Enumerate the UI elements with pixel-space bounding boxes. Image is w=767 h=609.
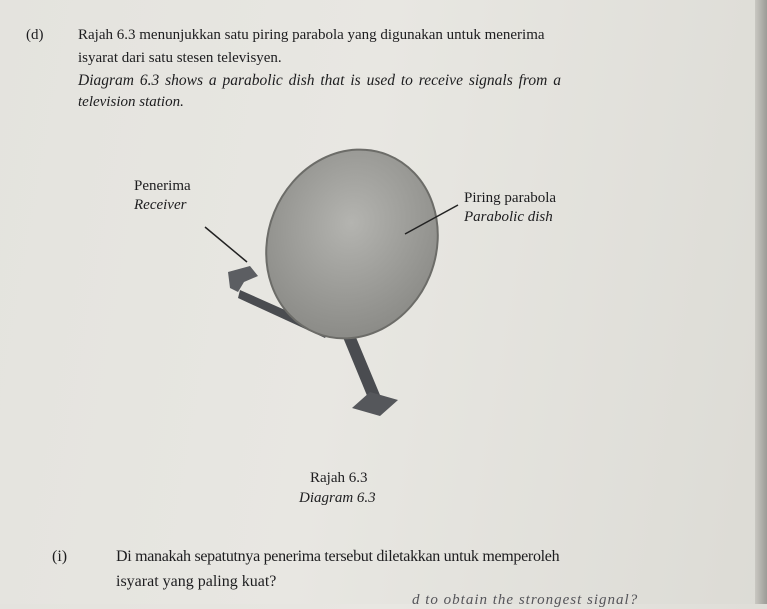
dish-label-malay: Piring parabola (464, 190, 557, 206)
receiver-label-malay: Penerima (134, 178, 191, 194)
subquestion-english-partial: d to obtain the strongest signal? (412, 592, 639, 608)
subquestion-label: (i) (52, 548, 68, 565)
dish-label-english: Parabolic dish (464, 209, 553, 225)
receiver-pointer (205, 227, 247, 262)
question-english-line1: Diagram 6.3 shows a parabolic dish that is used to receive signals from a (78, 72, 561, 89)
question-label: (d) (26, 27, 44, 43)
subquestion-malay-line2: isyarat yang paling kuat? (116, 573, 277, 590)
caption-english: Diagram 6.3 (299, 490, 376, 506)
subquestion-malay-line1: Di manakah sepatutnya penerima tersebut diletakkan untuk memperoleh (116, 548, 560, 565)
question-malay-line2: isyarat dari satu stesen televisyen. (78, 50, 282, 66)
question-malay-line1: Rajah 6.3 menunjukkan satu piring parabola yang digunakan untuk menerima (78, 27, 545, 43)
question-english-line2: television station. (78, 94, 184, 110)
caption-malay: Rajah 6.3 (310, 470, 368, 486)
dish-reflector (238, 124, 466, 365)
receiver-label-english: Receiver (134, 197, 187, 213)
